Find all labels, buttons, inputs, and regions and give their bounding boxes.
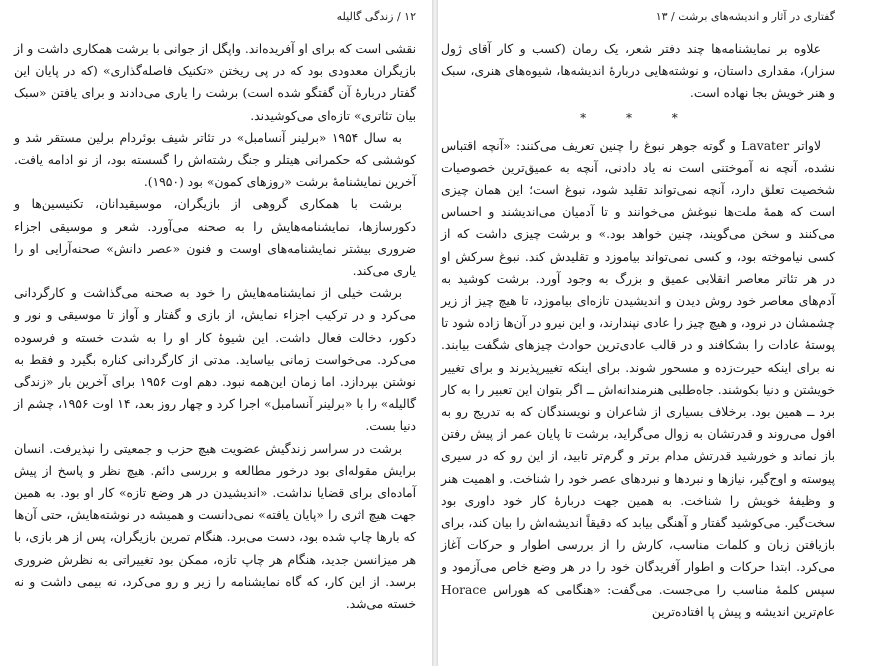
right-page [438, 0, 877, 666]
paragraph: نقشی است که برای او آفریده‌اند. واپگل از جوانی با برشت همکاری داشت و از بازیگران معدودی بود که در پی ریختن «تکنیک فاصله‌گذاری» (که در پایان این گفتار دربارهٔ آن گفتگو شده است) برشت را یاری می‌دادند و برای یافتن «سبک بیان تئاتری» تازه‌ای می‌کوشیدند. [14, 42, 416, 123]
paragraph: علاوه بر نمایشنامه‌ها چند دفتر شعر، یک رمان (کسب و کار آقای ژول سزار)، مقداری داستان، و نوشته‌هایی دربارهٔ اندیشه‌ها، شیوه‌های هنری، سبک و هنر خویش بجا نهاده است. [441, 42, 835, 101]
section-break: * * * [580, 110, 696, 125]
right-page-header: گفتاری در آثار و اندیشه‌های برشت / ۱۳ [655, 10, 835, 23]
right-page-body [441, 38, 835, 623]
paragraph: لاواتر Lavater و گوته جوهر نبوغ را چنین تعریف می‌کنند: «آنچه اقتباس نشده، آنچه نه آموختنی است نه یاد دادنی، آنچه به عمیق‌ترین خصوصیات شخصیت تعلق دارد، آنچه نمی‌تواند تقلید شود، نبوغ است؛ این همان چیزی است که همهٔ ملت‌ها نبوغش می‌خوانند و تا آدمیان می‌اندیشند و احساس می‌کنند و سخن می‌گویند، چنین خواهد بود.» و برشت چیزی داشت که از کسی نیاموخته بود، و کسی نمی‌تواند بیاموزد و تقلیدش کند. نبوغ سرکش او در هر تئاتر معاصر انقلابی عمیق و بزرگ به وجود آورد. برشت کوشید به آدم‌های معاصر خود روش دیدن و اندیشیدن تازه‌ای بیاموزد، تا هیچ چیز از زیر چشمشان در نرود، و هیچ چیز را عادی نپندارند، و این نیرو در آن‌ها زاده شود تا پوستهٔ عادات را بشکافند و در قالب عادی‌ترین حوادث چیزهای شگفت بیابند. نه برای اینکه حیرت‌زده و مسحور شوند. برای اینکه تغییرپذیرند و برای تغییر خویشتن و دنیا بکوشند. جاه‌طلبی هنرمندانه‌اش ــ اگر بتوان این تعبیر را به کار برد ــ همین بود. برخلاف بسیاری از شاعران و نویسندگان که به تدریج رو به افول می‌روند و قدرتشان به زوال می‌گراید، برشت تا پایان عمر از پیش رفتن باز نماند و خورشید قدرتش مدام برتر و گرم‌تر تابید، از این رو که در سیری پیوسته و اوج‌گیر، نیازها و نبردها و نبردهای عصر خود را شناخت. و اهمیت هنر و وظیفهٔ خویش را شناخت. به همین جهت دربارهٔ کار خود داوری بود سخت‌گیر. می‌کوشید گفتار و آهنگی بیابد که دقیقاً اندیشه‌اش را بیان کند، برای بازیافتن زبان و کلمات مناسب، کارش را از بررسی اطوار و حرکات آغاز می‌کرد. ابتدا حرکات و اطوار آفریدگان خود را در هر وضع خاص می‌آزمود و سپس کلمهٔ مناسب را می‌جست. می‌گفت: «هنگامی که هوراس Horace عام‌ترین اندیشه و پیش پا افتاده‌ترین [441, 138, 835, 619]
left-page-header: ۱۲ / زندگی گالیله [336, 10, 416, 23]
paragraph: به سال ۱۹۵۴ «برلینر آنسامبل» در تئاتر شیف بوئردام برلین مستقر شد و کوششی که حکمرانی هیتلر و جنگ رشته‌اش را گسسته بود، از نو ادامه یافت. آخرین نمایشنامهٔ برشت «روزهای کمون» بود (۱۹۵۰). [14, 130, 416, 190]
left-page-body [14, 38, 416, 615]
paragraph: برشت با همکاری گروهی از بازیگران، موسیقیدانان، تکنیسین‌ها و دکورسازها، نمایشنامه‌هایش را به صحنه می‌آورد. شعر و موسیقی اجزاء ضروری بیشتر نمایشنامه‌های اوست و فنون «عصر دانش» صحنه‌آرایی او را یاری می‌کند. [14, 197, 416, 279]
paragraph: برشت خیلی از نمایشنامه‌هایش را خود به صحنه می‌گذاشت و کارگردانی می‌کرد و در ترکیب اجزاء نمایش، از بازی و گفتار و آواز تا موسیقی و نور و دکور، دخالت فعال داشت. این شیوهٔ کار او را به شدت خسته و فرسوده می‌کرد. می‌خواست زمانی بیاساید. مدتی از کارگردانی کناره بگیرد و فقط به نوشتن بپردازد. اما زمان این‌همه نبود. دهم اوت ۱۹۵۶ برای آخرین بار «زندگی گالیله» را با «برلینر آنسامبل» اجرا کرد و چهار روز بعد، ۱۴ اوت ۱۹۵۶، چشم از دنیا بست. [14, 286, 416, 434]
left-page [0, 0, 432, 666]
paragraph: برشت در سراسر زندگیش عضویت هیچ حزب و جمعیتی را نپذیرفت. انسان برایش مقوله‌ای بود درخور مطالعه و بررسی دائم. هیچ نظر و پاسخ از پیش آماده‌ای برای قضایا نداشت. «اندیشیدن در هر وضع تازه» کار او بود. به همین جهت هیچ اثری را «پایان یافته» نمی‌دانست و همیشه در نوشته‌هایش، حتی آن‌ها که بارها چاپ شده بود، دست می‌برد. هنگام تمرین بازیگران، پس از هر بازی، با هر میزانسن جدید، هنگام هر چاپ تازه، ممکن بود تغییراتی به نظرش ضروری برسد. از این کار، که گاه نمایشنامه را زیر و رو می‌کرد، نه بیمی داشت و نه خسته می‌شد. [14, 441, 416, 612]
